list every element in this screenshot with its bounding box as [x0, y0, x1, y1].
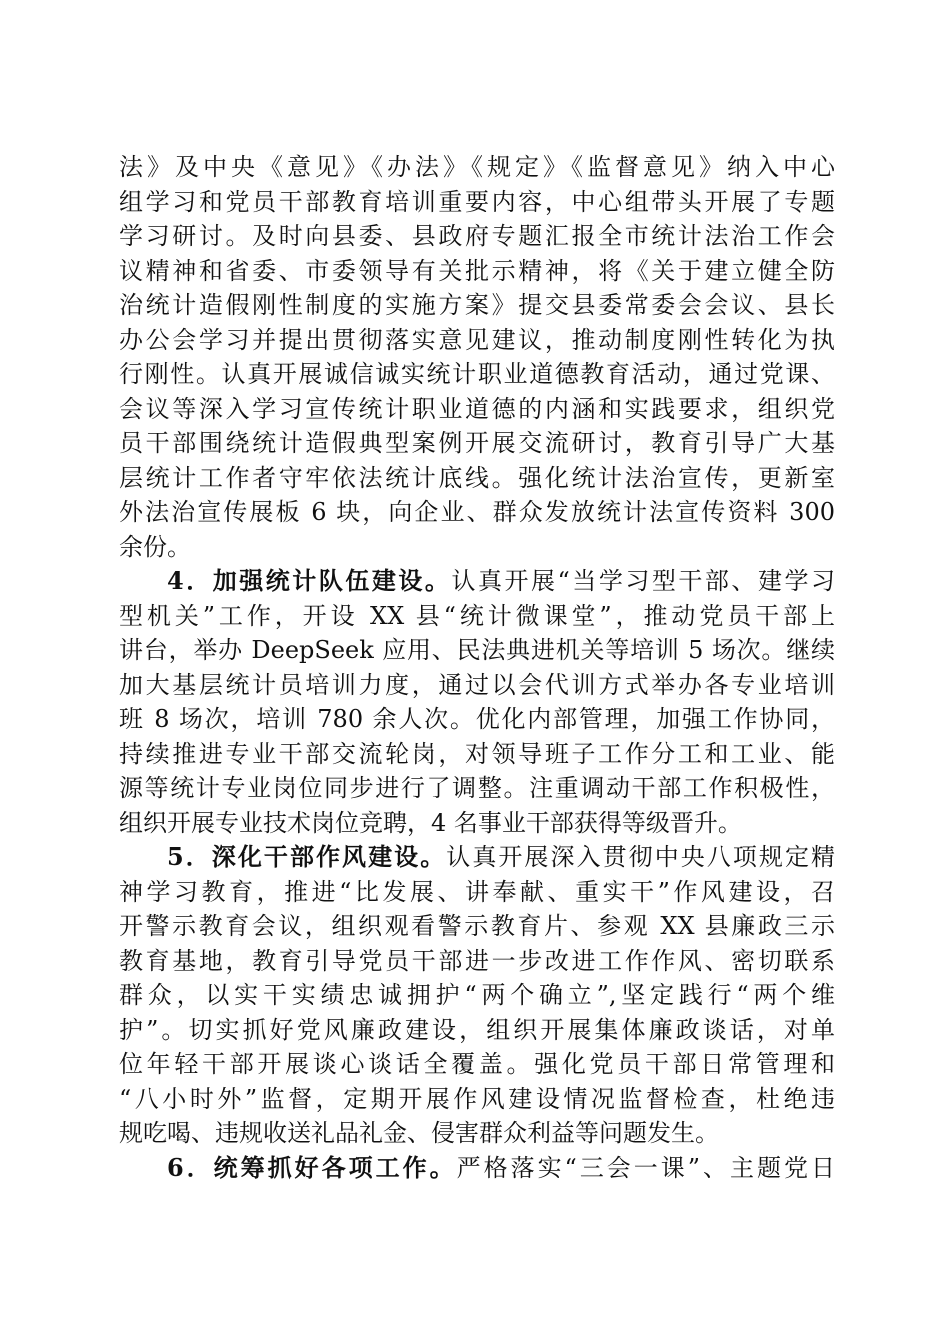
text-line: 议精神和省委、市委领导有关批示精神，将《关于建立健全防	[119, 256, 835, 285]
text-line: 加大基层统计员培训力度，通过以会代训方式举办各专业培训	[119, 670, 835, 699]
paragraph-5-first-line	[119, 840, 835, 875]
text-line: 办公会学习并提出贯彻落实意见建议，推动制度刚性转化为执	[119, 325, 835, 354]
text-line: 持续推进专业干部交流轮岗，对领导班子工作分工和工业、能	[119, 739, 835, 768]
text-line: 班 8 场次，培训 780 余人次。优化内部管理，加强工作协同，	[119, 705, 835, 733]
text-line: 源等统计专业岗位同步进行了调整。注重调动干部工作积极性，	[119, 774, 835, 802]
text-line: 学习研讨。及时向县委、县政府专题汇报全市统计法治工作会	[119, 222, 835, 250]
text-run: 认真开展深入贯彻中央八项规定精	[446, 843, 836, 871]
text-line: 层统计工作者守牢依法统计底线。强化统计法治宣传，更新室	[119, 463, 835, 492]
section-heading-6: 6．统筹抓好各项工作。	[167, 1152, 457, 1182]
text-line: 组学习和党员干部教育培训重要内容，中心组带头开展了专题	[119, 187, 835, 216]
document-page	[119, 150, 835, 1185]
text-line: 群众，以实干实绩忠诚拥护“两个确立”,坚定践行“两个维	[119, 981, 835, 1009]
section-heading-5: 5．深化干部作风建设。	[167, 842, 447, 871]
text-line: 行刚性。认真开展诚信诚实统计职业道德教育活动，通过党课、	[119, 360, 835, 388]
text-line: 护”。切实抓好党风廉政建设，组织开展集体廉政谈话，对单	[119, 1015, 835, 1044]
text-line: 讲台，举办 DeepSeek 应用、民法典进机关等培训 5 场次。继续	[119, 636, 835, 664]
text-line: 位年轻干部开展谈心谈话全覆盖。强化党员干部日常管理和	[119, 1050, 835, 1078]
section-heading-4: 4．加强统计队伍建设。	[167, 566, 452, 595]
paragraph-4-first-line	[119, 564, 835, 599]
text-line: 型机关”工作，开设 XX 县“统计微课堂”，推动党员干部上	[119, 601, 835, 630]
text-line: “八小时外”监督，定期开展作风建设情况监督检查，杜绝违	[119, 1084, 835, 1113]
text-line: 神学习教育，推进“比发展、讲奉献、重实干”作风建设，召	[119, 877, 835, 906]
paragraph-6-first-line	[119, 1151, 835, 1186]
text-line: 治统计造假刚性制度的实施方案》提交县委常委会会议、县长	[119, 291, 835, 319]
text-line: 组织开展专业技术岗位竞聘，4 名事业干部获得等级晋升。	[119, 808, 742, 837]
text-line: 外法治宣传展板 6 块，向企业、群众发放统计法宣传资料 300	[119, 498, 835, 526]
text-run: 认真开展“当学习型干部、建学习	[451, 567, 835, 595]
text-line: 余份。	[119, 532, 191, 561]
text-line: 规吃喝、违规收送礼品礼金、侵害群众利益等问题发生。	[119, 1119, 719, 1147]
text-line: 员干部围绕统计造假典型案例开展交流研讨，教育引导广大基	[119, 429, 835, 457]
text-line: 法》及中央《意见》《办法》《规定》《监督意见》纳入中心	[119, 153, 835, 181]
text-line: 会议等深入学习宣传统计职业道德的内涵和实践要求，组织党	[119, 394, 835, 423]
text-line: 教育基地，教育引导党员干部进一步改进工作作风、密切联系	[119, 946, 835, 975]
text-line: 开警示教育会议，组织观看警示教育片、参观 XX 县廉政三示	[119, 912, 835, 940]
text-run: 严格落实“三会一课”、主题党日	[456, 1153, 835, 1182]
